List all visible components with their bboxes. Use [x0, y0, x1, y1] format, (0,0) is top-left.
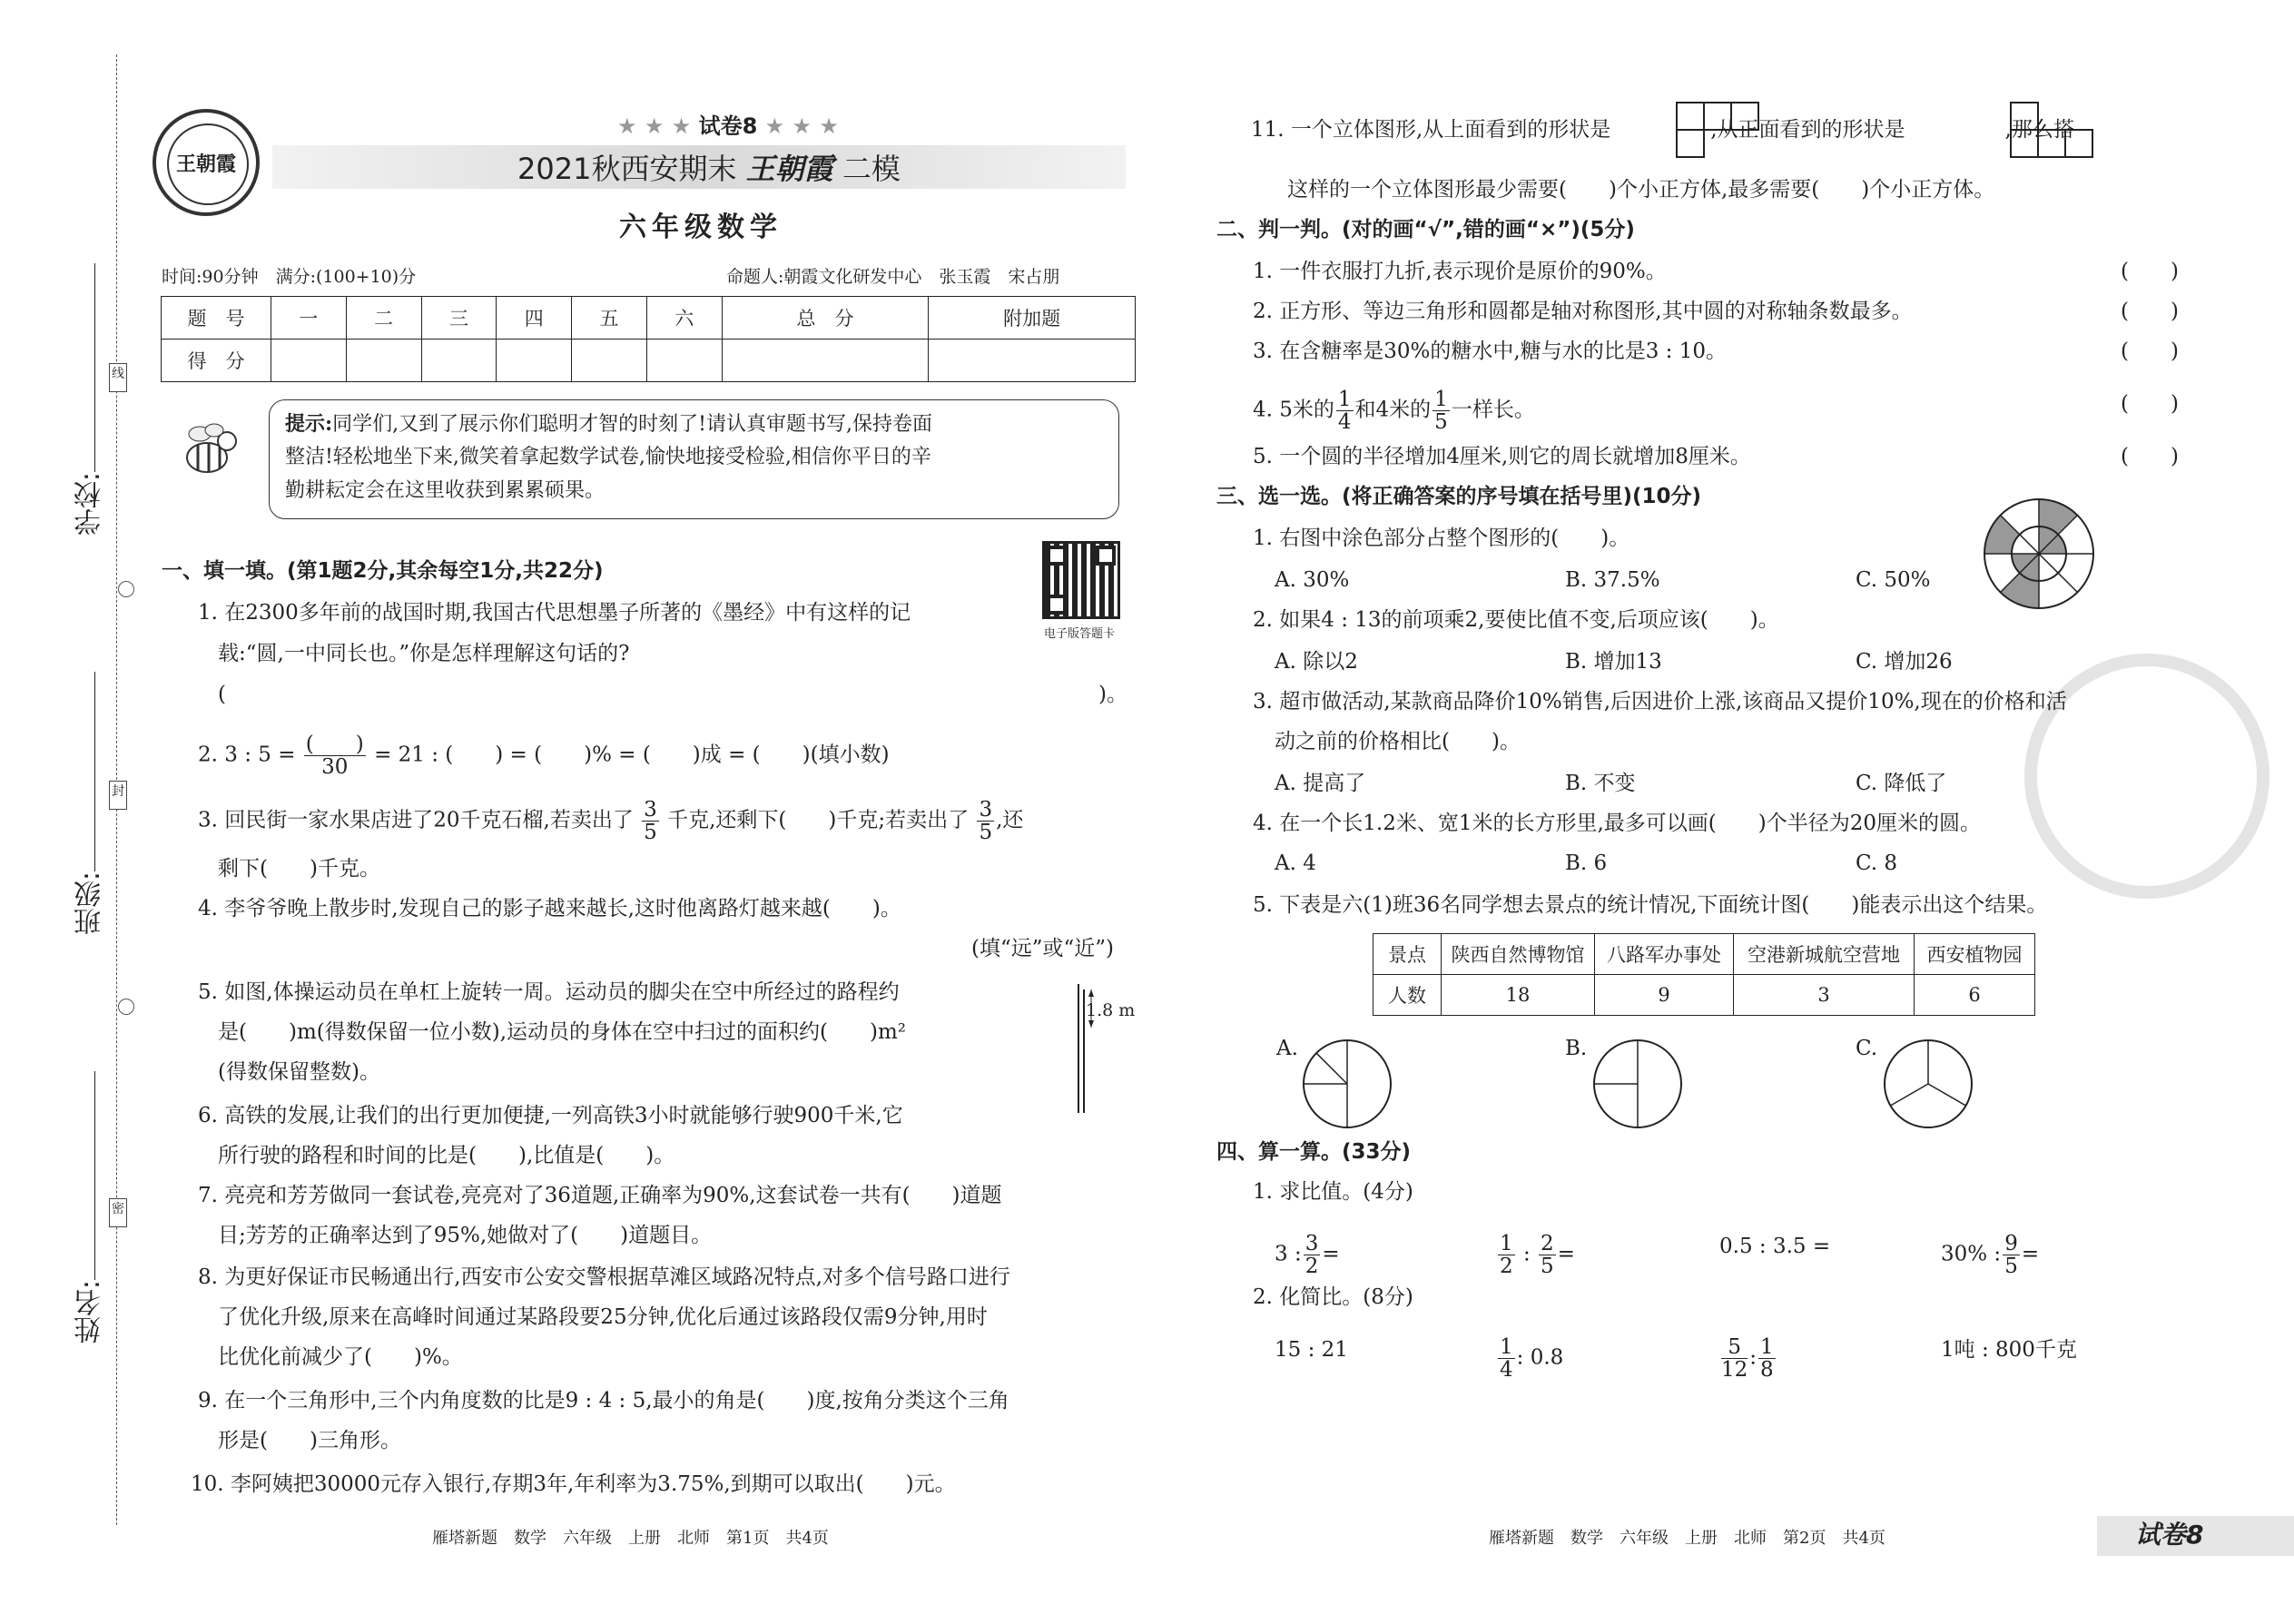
- q4-hint: (填“远”或“近”): [971, 937, 1114, 960]
- choice-q5: 5. 下表是六(1)班36名同学想去景点的统计情况,下面统计图( )能表示出这个结果。: [1253, 893, 2048, 917]
- pie-chart-b: [1590, 1037, 1685, 1131]
- q1-answer-open[interactable]: (: [218, 683, 226, 706]
- choice-q4-c[interactable]: C. 8: [1856, 851, 1898, 875]
- choice-q1-c[interactable]: C. 50%: [1856, 568, 1931, 592]
- choice-q1: 1. 右图中涂色部分占整个图形的( )。: [1253, 527, 1630, 550]
- choice-q2-c[interactable]: C. 增加26: [1856, 650, 1953, 674]
- choice-q3-a[interactable]: A. 提高了: [1275, 772, 1366, 795]
- top-view-square: [1730, 102, 1759, 131]
- pie-slice-boundary: [1928, 1084, 1966, 1106]
- front-view-square: [2010, 129, 2039, 158]
- binding-margin: [0, 0, 136, 1624]
- front-view-square: [2037, 129, 2066, 158]
- simplify-item-1: 15 : 21: [1275, 1338, 1348, 1362]
- pie-option-a-label[interactable]: A.: [1276, 1037, 1298, 1060]
- tip-text-3: 勤耕耘定会在这里收获到累累硕果。: [285, 479, 605, 502]
- exam-meta-left: 时间:90分钟 满分:(100+10)分: [162, 267, 417, 287]
- choice-q4: 4. 在一个长1.2米、宽1米的长方形里,最多可以画( )个半径为20厘米的圆。: [1253, 812, 1981, 835]
- class-label: 班级:: [74, 871, 106, 936]
- choice-q4-b[interactable]: B. 6: [1565, 851, 1608, 875]
- pie-chart-c: [1881, 1037, 1975, 1131]
- judge-item-4: 4. 5米的 $\frac{1}{4}$ 和4米的 $\frac{1}{5}$ 一样长。: [1253, 388, 1535, 434]
- q3-line1: 3. 回民街一家水果店进了20千克石榴,若卖出了 $\frac{3}{5}$ 千克,还剩下( )千克;若卖出了 $\frac{3}{5}$ ,还: [198, 798, 1024, 844]
- section1-title: 一、填一填。(第1题2分,其余每空1分,共22分): [162, 559, 604, 583]
- score-table-header-row: 题 号 一 二 三 四 五 六 总 分 附加题: [162, 297, 1136, 340]
- judge-bracket-4[interactable]: ( ): [2121, 392, 2179, 416]
- judge-item-2: 2. 正方形、等边三角形和圆都是轴对称图形,其中圆的对称轴条数最多。: [1253, 300, 1913, 323]
- q2-fraction: $\frac{( )}{30}$: [305, 733, 364, 779]
- brand-logo: 王朝霞: [153, 109, 260, 216]
- q5-line3: (得数保留整数)。: [218, 1060, 380, 1084]
- choice-q2-b[interactable]: B. 增加13: [1565, 650, 1662, 674]
- judge-bracket-5[interactable]: ( ): [2121, 445, 2179, 468]
- qr-caption: 电子版答题卡: [1044, 627, 1116, 641]
- q11-line1: 11. 一个立体图形,从上面看到的形状是 ,从正面看到的形状是 ,那么搭: [1251, 118, 2074, 142]
- ratio-item-2: $\frac{1}{2}$ : $\frac{2}{5}$ =: [1500, 1232, 1575, 1278]
- top-view-square: [1676, 129, 1705, 158]
- ratio-value-heading: 1. 求比值。(4分): [1253, 1180, 1413, 1204]
- section4-title: 四、算一算。(33分): [1216, 1140, 1412, 1164]
- q1-line2: 载:“圆,一中同长也。”你是怎样理解这句话的?: [218, 642, 630, 665]
- shaded-circle-figure: [1983, 497, 2095, 610]
- front-view-square: [2010, 102, 2039, 131]
- bee-mascot-icon: [172, 418, 245, 481]
- seal-mark-line: 线: [109, 363, 127, 392]
- q8-line2: 了优化升级,原来在高峰时间通过某路段要25分钟,优化后通过该路段仅需9分钟,用时: [218, 1305, 988, 1329]
- simplify-item-2: $\frac{1}{4}$ : 0.8: [1500, 1335, 1564, 1382]
- circle-mark: [118, 999, 134, 1015]
- circle-mark: [118, 581, 134, 597]
- front-view-square: [2064, 129, 2093, 158]
- q4-line1: 4. 李爷爷晚上散步时,发现自己的影子越来越长,这时他离路灯越来越( )。: [198, 897, 901, 920]
- q5-line1: 5. 如图,体操运动员在单杠上旋转一周。运动员的脚尖在空中所经过的路程约: [198, 980, 900, 1004]
- choice-q1-b[interactable]: B. 37.5%: [1565, 568, 1660, 592]
- choice-q3-b[interactable]: B. 不变: [1565, 772, 1636, 795]
- q9-line2: 形是( )三角形。: [218, 1429, 401, 1452]
- simplify-item-3: $\frac{5}{12}$ : $\frac{1}{8}$: [1721, 1335, 1774, 1382]
- pie-option-c-label[interactable]: C.: [1856, 1037, 1878, 1060]
- score-table-score-row: 得 分: [162, 340, 1136, 382]
- judge-item-5: 5. 一个圆的半径增加4厘米,则它的周长就增加8厘米。: [1253, 445, 1751, 468]
- simplify-heading: 2. 化简比。(8分): [1253, 1285, 1413, 1309]
- q1-answer-close: )。: [1098, 683, 1127, 706]
- judge-item-3: 3. 在含糖率是30%的糖水中,糖与水的比是3 : 10。: [1253, 340, 1727, 363]
- simplify-item-4: 1吨 : 800千克: [1941, 1338, 2077, 1362]
- q11-line2: 这样的一个立体图形最少需要( )个小正方体,最多需要( )个小正方体。: [1287, 178, 1995, 202]
- q8-line3: 比优化前减少了( )%。: [218, 1345, 463, 1369]
- tip-text-2: 整洁!轻松地坐下来,微笑着拿起数学试卷,愉快地接受检验,相信你平日的辛: [285, 446, 931, 468]
- footer-right: 雁塔新题 数学 六年级 上册 北师 第2页 共4页: [1489, 1529, 1885, 1548]
- tip-text-1: 提示:同学们,又到了展示你们聪明才智的时刻了!请认真审题书写,保持卷面: [285, 412, 932, 436]
- pie-chart-a: [1300, 1037, 1394, 1131]
- q5-line2: 是( )m(得数保留一位小数),运动员的身体在空中扫过的面积约( )m²: [218, 1020, 906, 1044]
- attractions-table: [1373, 933, 2035, 1016]
- q7-line1: 7. 亮亮和芳芳做同一套试卷,亮亮对了36道题,正确率为90%,这套试卷一共有( )道题: [198, 1184, 1002, 1207]
- q3-line2: 剩下( )千克。: [218, 857, 380, 881]
- seal-mark-seal: 封: [109, 781, 127, 810]
- ratio-item-1: 3 : $\frac{3}{2}$ =: [1275, 1232, 1340, 1278]
- ratio-item-4: 30% : $\frac{9}{5}$ =: [1941, 1232, 2040, 1278]
- score-table: [161, 296, 1136, 382]
- q1-line1: 1. 在2300多年前的战国时期,我国古代思想墨子所著的《墨经》中有这样的记: [198, 601, 911, 625]
- judge-bracket-3[interactable]: ( ): [2121, 340, 2179, 363]
- pie-option-b-label[interactable]: B.: [1565, 1037, 1588, 1060]
- choice-q2-a[interactable]: A. 除以2: [1275, 650, 1358, 674]
- pie-slice-boundary: [1890, 1084, 1928, 1106]
- school-blank[interactable]: [94, 263, 95, 472]
- school-label: 学校:: [74, 472, 106, 536]
- choice-q3-c[interactable]: C. 降低了: [1856, 772, 1947, 795]
- q6-line2: 所行驶的路程和时间的比是( ),比值是( )。: [218, 1144, 675, 1167]
- subject-title: 六年级数学: [619, 212, 783, 243]
- footer-left: 雁塔新题 数学 六年级 上册 北师 第1页 共4页: [432, 1529, 829, 1548]
- choice-q2: 2. 如果4 : 13的前项乘2,要使比值不变,后项应该( )。: [1253, 608, 1779, 632]
- q7-line2: 目;芳芳的正确率达到了95%,她做对了( )道题目。: [218, 1224, 713, 1247]
- choice-q3-line1: 3. 超市做活动,某款商品降价10%销售,后因进价上涨,该商品又提价10%,现在的价格和活: [1253, 690, 2067, 714]
- exam-title: 2021秋西安期末 王朝霞 二模: [517, 152, 901, 186]
- q9-line1: 9. 在一个三角形中,三个内角度数的比是9 : 4 : 5,最小的角是( )度,按角分类这个三角: [198, 1389, 1009, 1412]
- judge-bracket-2[interactable]: ( ): [2121, 300, 2179, 323]
- paper-number: ★ ★ ★ 试卷8 ★ ★ ★: [617, 113, 839, 139]
- q5-figure-label: 1.8 m: [1086, 1000, 1136, 1020]
- name-label: 姓名:: [74, 1280, 106, 1344]
- choice-q4-a[interactable]: A. 4: [1275, 851, 1316, 875]
- seal-mark-secret: 密: [109, 1198, 127, 1227]
- top-view-square: [1676, 102, 1705, 131]
- section2-title: 二、判一判。(对的画“√”,错的画“×”)(5分): [1216, 218, 1635, 241]
- exam-meta-right: 命题人:朝霞文化研发中心 张玉霞 宋占朋: [726, 267, 1060, 287]
- name-blank[interactable]: [94, 1071, 95, 1280]
- top-view-square: [1703, 102, 1732, 131]
- judge-bracket-1[interactable]: ( ): [2121, 260, 2179, 283]
- class-blank[interactable]: [94, 672, 95, 871]
- ratio-item-3: 0.5 : 3.5 =: [1719, 1235, 1831, 1258]
- q10: 10. 李阿姨把30000元存入银行,存期3年,年利率为3.75%,到期可以取出( )元。: [191, 1472, 956, 1496]
- footer-tag: 试卷8: [2135, 1520, 2204, 1550]
- q6-line1: 6. 高铁的发展,让我们的出行更加便捷,一列高铁3小时就能够行驶900千米,它: [198, 1104, 903, 1127]
- choice-q1-a[interactable]: A. 30%: [1275, 568, 1350, 592]
- judge-item-1: 1. 一件衣服打九折,表示现价是原价的90%。: [1253, 260, 1667, 283]
- table-row: 景点 陕西自然博物馆 八路军办事处 空港新城航空营地 西安植物园: [1373, 934, 2035, 975]
- section3-title: 三、选一选。(将正确答案的序号填在括号里)(10分): [1216, 485, 1702, 508]
- table-row: 人数 18 9 3 6: [1373, 975, 2035, 1016]
- pie-slice-boundary: [1316, 1053, 1347, 1084]
- q8-line1: 8. 为更好保证市民畅通出行,西安市公安交警根据草滩区域路况特点,对多个信号路口进行: [198, 1265, 1010, 1289]
- q2: 2. 3 : 5 = $\frac{( )}{30}$ = 21 : ( ) = ( )% = ( )成 = ( )(填小数): [198, 733, 890, 779]
- qr-code-icon[interactable]: [1042, 541, 1120, 619]
- choice-q3-line2: 动之前的价格相比( )。: [1275, 730, 1521, 753]
